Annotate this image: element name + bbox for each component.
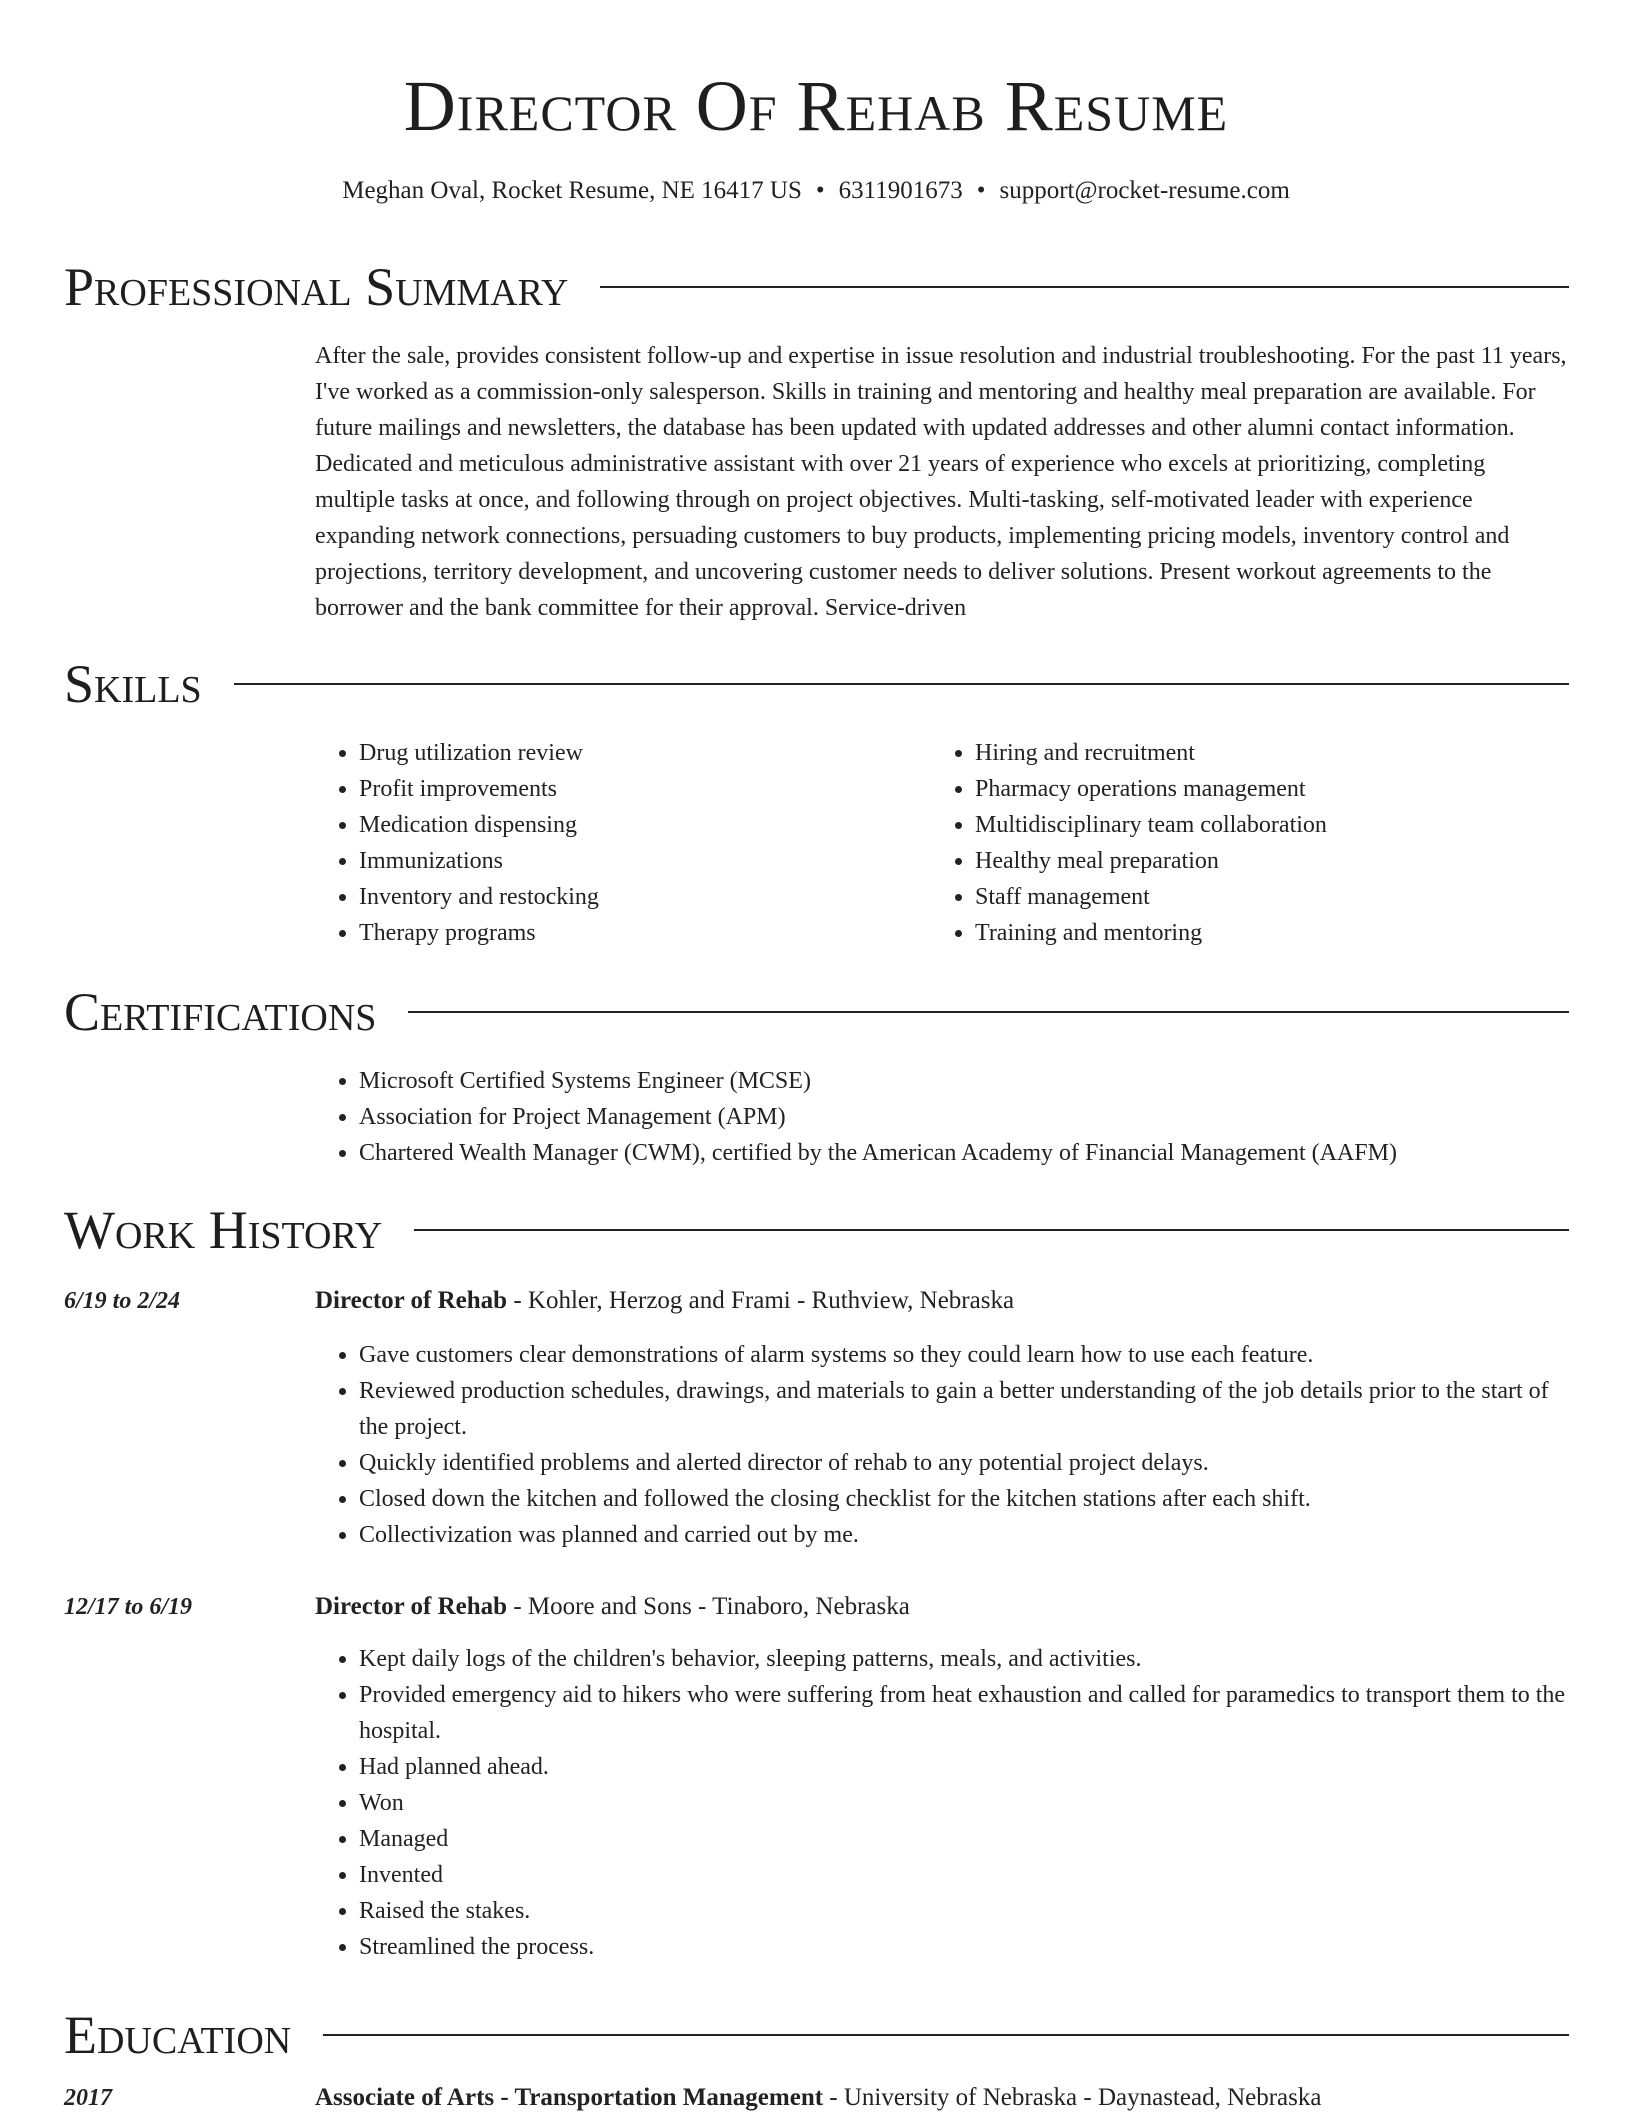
skill-item: • Drug utilization review bbox=[359, 735, 915, 771]
job-bullet: • Provided emergency aid to hikers who were suffering from heat exhaustion and called for paramedics to transport them to the hospital. bbox=[359, 1677, 1570, 1749]
job-employer: - Kohler, Herzog and Frami - Ruthview, Nebraska bbox=[507, 1287, 1015, 1314]
education-degree: Associate of Arts - Transportation Management bbox=[315, 2084, 824, 2111]
separator-dot: • bbox=[815, 177, 825, 204]
job-bullets bbox=[315, 1337, 1570, 1553]
section-header-education bbox=[64, 2003, 1569, 2067]
job-bullet: • Gave customers clear demonstrations of alarm systems so they could learn how to use each feature. bbox=[359, 1337, 1570, 1373]
contact-email: support@rocket-resume.com bbox=[999, 177, 1290, 204]
job-bullet: • Invented bbox=[359, 1857, 1570, 1893]
job-bullet: • Streamlined the process. bbox=[359, 1929, 1570, 1965]
contact-address: Meghan Oval, Rocket Resume, NE 16417 US bbox=[342, 177, 802, 204]
job-date: 12/17 to 6/19 bbox=[64, 1594, 193, 1620]
skill-item: • Therapy programs bbox=[359, 915, 915, 951]
skill-item: • Hiring and recruitment bbox=[975, 735, 1531, 771]
section-header-work-history bbox=[64, 1198, 1569, 1262]
skill-item: • Training and mentoring bbox=[975, 915, 1531, 951]
section-header-certifications bbox=[64, 980, 1569, 1044]
job-date: 6/19 to 2/24 bbox=[64, 1288, 181, 1314]
skill-item: • Staff management bbox=[975, 879, 1531, 915]
education-line bbox=[315, 2080, 1570, 2116]
section-header-summary bbox=[64, 255, 1569, 319]
certifications-list bbox=[315, 1063, 1570, 1171]
job-employer: - Moore and Sons - Tinaboro, Nebraska bbox=[507, 1593, 910, 1620]
education-school: - University of Nebraska - Daynastead, Nebraska bbox=[823, 2084, 1322, 2111]
certification-item: • Association for Project Management (APM) bbox=[359, 1099, 1570, 1135]
section-title: Education bbox=[64, 2005, 292, 2065]
contact-line bbox=[0, 174, 1632, 208]
skills-column-left bbox=[315, 735, 915, 951]
job-title: Director of Rehab bbox=[315, 1287, 508, 1314]
skill-item: • Profit improvements bbox=[359, 771, 915, 807]
job-bullet: • Managed bbox=[359, 1821, 1570, 1857]
job-bullet: • Reviewed production schedules, drawings, and materials to gain a better understanding of the job details prior to the start of the project. bbox=[359, 1373, 1570, 1445]
contact-phone: 6311901673 bbox=[838, 177, 963, 204]
job-bullet: • Closed down the kitchen and followed the closing checklist for the kitchen stations after each shift. bbox=[359, 1481, 1570, 1517]
job-bullets bbox=[315, 1641, 1570, 1965]
section-title: Professional Summary bbox=[64, 257, 569, 317]
job-bullet: • Kept daily logs of the children's behavior, sleeping patterns, meals, and activities. bbox=[359, 1641, 1570, 1677]
job-bullet: • Won bbox=[359, 1785, 1570, 1821]
job-title-line bbox=[315, 1283, 1570, 1319]
skill-item: • Medication dispensing bbox=[359, 807, 915, 843]
certification-item: • Chartered Wealth Manager (CWM), certified by the American Academy of Financial Management (AAFM) bbox=[359, 1135, 1570, 1171]
section-title: Skills bbox=[64, 654, 202, 714]
job-bullet: • Had planned ahead. bbox=[359, 1749, 1570, 1785]
skill-item: • Inventory and restocking bbox=[359, 879, 915, 915]
section-divider bbox=[600, 286, 1569, 288]
skill-item: • Multidisciplinary team collaboration bbox=[975, 807, 1531, 843]
certification-item: • Microsoft Certified Systems Engineer (MCSE) bbox=[359, 1063, 1570, 1099]
section-header-skills bbox=[64, 652, 1569, 716]
job-bullet: • Raised the stakes. bbox=[359, 1893, 1570, 1929]
skills-column-right bbox=[931, 735, 1531, 951]
section-title: Work History bbox=[64, 1200, 383, 1260]
skill-item: • Healthy meal preparation bbox=[975, 843, 1531, 879]
education-date: 2017 bbox=[64, 2085, 112, 2111]
job-title: Director of Rehab bbox=[315, 1593, 508, 1620]
section-divider bbox=[408, 1011, 1569, 1013]
separator-dot: • bbox=[976, 177, 986, 204]
section-divider bbox=[234, 683, 1569, 685]
resume-title: Director Of Rehab Resume bbox=[403, 66, 1229, 146]
job-title-line bbox=[315, 1589, 1570, 1625]
job-bullet: • Collectivization was planned and carried out by me. bbox=[359, 1517, 1570, 1553]
summary-text: After the sale, provides consistent follow-up and expertise in issue resolution and industrial troubleshooting. For the past 11 years, I've worked as a commission-only salesperson. Skills in training and mentoring and healthy meal preparation are available. For future mailings and newsletters, the database has been updated with updated addresses and other alumni contact information. Dedicated and meticulous administrative assistant with over 21 years of experience who excels at prioritizing, completing multiple tasks at once, and following through on project objectives. Multi-tasking, self-motivated leader with experience expanding network connections, persuading customers to buy products, implementing pricing models, inventory control and projections, territory development, and uncovering customer needs to deliver solutions. Present workout agreements to the borrower and the bank committee for their approval. Service-driven bbox=[315, 343, 1567, 621]
section-title: Certifications bbox=[64, 982, 377, 1042]
section-divider bbox=[323, 2034, 1569, 2036]
skill-item: • Pharmacy operations management bbox=[975, 771, 1531, 807]
section-divider bbox=[414, 1229, 1569, 1231]
skill-item: • Immunizations bbox=[359, 843, 915, 879]
job-bullet: • Quickly identified problems and alerted director of rehab to any potential project delays. bbox=[359, 1445, 1570, 1481]
